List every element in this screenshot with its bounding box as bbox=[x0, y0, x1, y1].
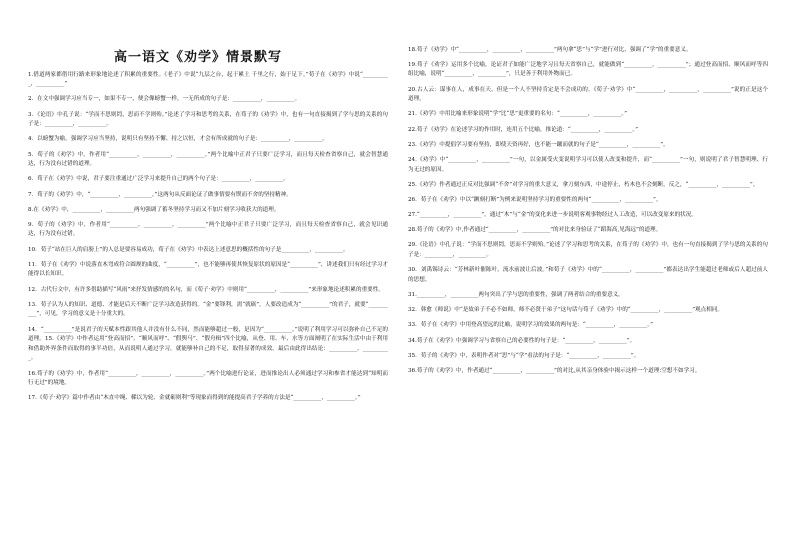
question-item: 2．在文中强调学习应当专一，如果不专一，便会像螃蟹一样，一无所成的句子是：__________，__________。 bbox=[28, 96, 301, 103]
left-question-list bbox=[28, 71, 388, 404]
question-item: 1.借道两家都借用行路来形象地论述了积累的重要性。《老子》中说“九层之台，起于累土 千里之行，始于足下。”荀子在《劝学》中说“__________，__________” bbox=[28, 71, 388, 88]
question-item: 8.在《劝学》中，__________，__________两句强调了蓄冬坚持学习而又不加片刻学习收获大的道理。 bbox=[28, 206, 280, 213]
question-item: 7．荀子的《劝学》中，“__________，__________。”这两句从反面论证了做事情要有锲而不舍的坚持精神。 bbox=[28, 191, 292, 198]
question-item: 20.古人云：谋事在人，成事在天。但是一个人不坚持肯定是不会成功的。《荀子·劝学》中“__________，__________，__________”说的正是这个道理。 bbox=[408, 86, 768, 103]
question-item: 30．刘禹锡诗云：“芳林新叶催陈叶，流水前波让后波。”和荀子《劝学》中的“__________，__________”都表达出学生能超过老师或后人超过前人的思想。 bbox=[408, 267, 768, 283]
question-item: 35．荀子的《劝学》中，表明作者对“思”与“学”看法的句子是：“__________，__________”。 bbox=[408, 352, 640, 359]
question-item: 12．古代行文中，有许多借助描写“风雨”来抒发情感的的名句，而《荀子·劝学》中则用“__________，__________”来形象地论述积累的重要性。 bbox=[28, 286, 384, 293]
document-page bbox=[28, 40, 768, 540]
question-item: 21.《劝学》中用比喻来形象说明“学”比“思”更重要的名句：“__________，__________。” bbox=[408, 111, 628, 118]
question-item: 28.荀子的《劝学》中,作者通过“__________，__________”的对比来身验证了“蹈海高,见海远”的道理。 bbox=[408, 227, 662, 234]
question-item: 26．荀子在《劝学》中以“蹶刻打断”为例来说明坚持学习的重要性的两句“__________，__________”。 bbox=[408, 196, 662, 203]
question-item: 32．韩愈《师说》中“是故弟子不必不如师，师不必贤于弟子”这句话与荀子《劝学》中的“__________，__________”观点相同。 bbox=[408, 307, 724, 314]
question-item: 17.《荀子·劝学》篇中作者由“木直中绳、輮以为轮、金就砺则利”等现象而得到的能提高君子学养的方法是“__________，__________。” bbox=[28, 395, 361, 402]
question-item: 10．荀子“站在巨人的肩膀上”的人总是要容易成功，荀子在《劝学》中表达上述意思的概括性的句子是__________，__________。 bbox=[28, 246, 349, 253]
question-item: 14．“__________”是说君子的天赋本性跟其他人并没有什么不同，然而能够超过一般，是因为“__________。”说明了利用学习可以弥补自己不足的道理。15.《劝学》中作者运用“登高而招”、“顺风而呼”、“假舆马”、“假舟楫”四个比喻，从登、用、车、水等方面阐明了在实际生活中由于利用和借助外界条件而取得的事半功倍，从而说明人通过学习，就能够补自己的不足，取得显著的成效。最后由此得出结论：__________，__________。 bbox=[28, 326, 388, 362]
right-question-list bbox=[408, 46, 768, 377]
question-item: 5．荀子的《劝学》中，作者用“__________，__________，__________。”两个比喻中正君子只要广泛学习，而且每天检查省察自己，就会智慧通达，行为没有过错的道理。 bbox=[28, 151, 388, 168]
question-item: 23.《劝学》中提倡学习要有坚持，即使天资再好，也不能一蹴而就的句子是“__________，__________”。 bbox=[408, 141, 669, 148]
question-item: 25.《劝学》作者通过正反对比强调“不舍”对学习的重大意义，拿刀刻东西，中途停止，朽木也不会刻断，反之，“__________，__________”。 bbox=[408, 181, 759, 188]
question-item: 13．荀子认为人的知识、道德、才能是后天不断广泛学习改造获得的。“金”要锋利，需“就砺”，人要改造成为“__________”的君子，就要“__________”，可见，学习的意义是十分重大的。 bbox=[28, 301, 388, 318]
question-item: 19.荀子《劝学》运用多个比喻，论证君子如能广泛地学习且每天省察自己，就能做到“__________，__________”；通过登高而招、顺风而呼等四组比喻，说明“__________，__________”，只是善于利用外物而已。 bbox=[408, 61, 768, 78]
question-item: 6．荀子在《劝学》中说，君子要注重通过广泛学习来提升自己的两个句子是：__________，__________。 bbox=[28, 176, 289, 183]
question-item: 34.荀子在《劝学》中强调学习与省察自己的必要性的句子是：“__________，__________”。 bbox=[408, 337, 636, 344]
question-item: 27.“__________，__________”，通过“木”与“金”的变化来进一步说明客观事物经过人工改造，可以改变原来的状况。 bbox=[408, 212, 697, 219]
question-item: 3．《论语》中孔子说：“学而不思则罔，思而不学则殆。”论述了学习和思考的关系，在荀子的《劝学》中，也有一句直接揭到了学与思的关系的句子是：__________，__________。 bbox=[28, 111, 388, 128]
question-item: 9．荀子的《劝学》中，作者用“__________，__________，__________”两个比喻中正君子只要广泛学习，而且每天检查省察自己，就会见识通达，行为没有过错。 bbox=[28, 221, 388, 238]
question-item: 16.荀子的《劝学》中，作者用“__________，__________，__________。”两个比喻进行论证，进而推论出人必须通过学习和参省才能达到“知明而行无过”的境地。 bbox=[28, 370, 388, 387]
document-title: 高一语文《劝学》情景默写 bbox=[113, 50, 282, 65]
question-item: 11．荀子在《劝学》中说落直木弯成符合圆规的曲度，“__________”，也不能够再使其恢复原状的原因是“__________”，讲述我们只有经过学习才能得以长知识。 bbox=[28, 261, 388, 278]
question-item: 4．以螃蟹为喻，强调学习应当坚持，说明只有坚持不懈、持之以恒，才会有所成就的句子是：__________，__________。 bbox=[28, 136, 329, 143]
question-item: 31.__________，__________两句突出了学与思的重要性，强调了两者结合的重要意义。 bbox=[408, 292, 624, 298]
question-item: 22.荀子《劝学》在论述学习的作用时，连用五个比喻，推论道：“__________，__________。” bbox=[408, 126, 638, 133]
right-column bbox=[408, 40, 768, 540]
question-item: 18.荀子《劝学》中“__________，__________，__________”两句拿“思”与“学”进行对比，强调了“学”的重要意义。 bbox=[408, 46, 692, 53]
question-item: 29.《论语》中孔子说：“学而不思则罔，思而不学则殆。”论述了学习和思考的关系，在荀子的《劝学》中，也有一句直接揭到了学与思的关系的句子是：__________，__________。 bbox=[408, 242, 768, 259]
question-item: 36.荀子的《劝学》中，作者通过“__________，__________”的对比,从其亲身体验中揭示这样一个道理:空想不如学习。 bbox=[408, 367, 701, 374]
question-item: 24.《劝学》中“__________，__________”一句，以金属受火变说明学习可以使人改变和提升，而“__________”一句，则说明了君子智慧明理、行为无过的原因。 bbox=[408, 156, 768, 173]
left-column bbox=[28, 40, 388, 540]
question-item: 33．荀子在《劝学》中用登高望远的比喻，说明学习的效果的两句是：“__________，__________。” bbox=[408, 322, 653, 329]
